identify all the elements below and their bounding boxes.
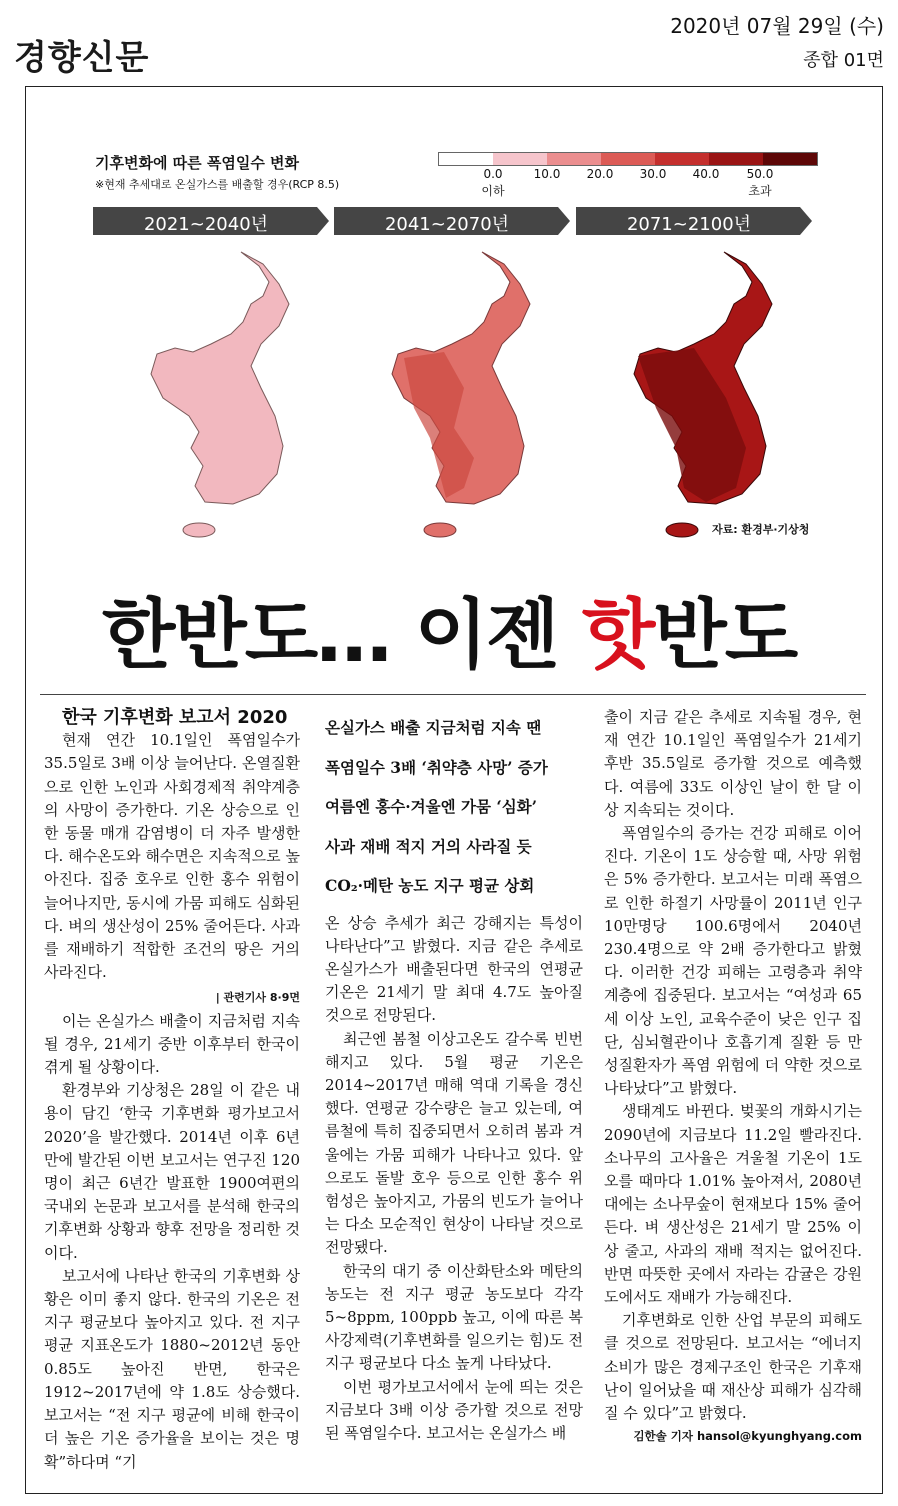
headline [0,574,898,683]
page-section: 종합 01면 [803,50,884,71]
color-legend [438,152,818,166]
headline-part2: 반도 [653,590,797,679]
legend-swatch [547,153,601,165]
paragraph: 환경부와 기상청은 28일 이 같은 내용이 담긴 ‘한국 기후변화 평가보고서 2020’을 발간했다. 2014년 이후 6년 만에 발간된 이번 보고서는 연구진 120명이 최근 6년간 발표한 1900여편의 국내외 논문과 보고서를 분석해 한국의 기후변화 상황과 향후 전망을 정리한 것이다. [44,1081,300,1262]
paragraph: 출이 지금 같은 추세로 지속될 경우, 현재 연간 10.1일인 폭염일수가 21세기 후반 35.5일로 증가할 것으로 예측했다. 여름에 33도 이상인 날이 한 달 이상 지속되는 것이다. [604,708,862,819]
subhead: 온실가스 배출 지금처럼 지속 땐 [325,718,542,737]
legend-swatch [439,153,493,165]
byline: 김한솔 기자 hansol@kyunghyang.com [633,1429,862,1444]
subhead: 사과 재배 적지 거의 사라질 듯 [325,836,532,856]
subhead: 여름엔 홍수·겨울엔 가뭄 ‘심화’ [325,797,538,816]
paragraph: 현재 연간 10.1일인 폭염일수가 35.5일로 3배 이상 늘어난다. 온열질환으로 인한 노인과 사회경제적 취약계층의 사망이 증가한다. 기온 상승으로 인한 동물 매개 감염병이 더 자주 발생한다. 해수온도와 해수면은 지속적으로 높아진다. 집중 호우로 인한 홍수 위험이 늘어나지만, 동시에 가뭄 피해도 심화된다. 벼의 생산성이 25% 줄어든다. 사과를 재배하기 적합한 조건의 땅은 거의 사라진다. [44,731,300,982]
korea-map-2071-2100 [576,248,812,548]
paragraph: 이번 평가보고서에서 눈에 띄는 것은 지금보다 3배 이상 증가할 것으로 전망된 폭염일수다. 보고서는 온실가스 배 [325,1377,583,1442]
legend-tick: 40.0 [692,167,720,181]
legend-swatch [709,153,763,165]
article-column-2 [325,706,583,1445]
masthead-logo: 경향신문 [14,38,150,78]
legend-tick: 20.0 [586,167,614,181]
headline-hot: 핫 [581,590,654,679]
related-articles: | 관련기사 8·9면 [215,991,300,1005]
subheads [325,708,583,906]
legend-swatch [763,153,817,165]
chart-source: 자료: 환경부·기상청 [712,523,810,536]
legend-sub-label: 이하 [481,184,505,198]
legend-tick: 0.0 [483,167,503,181]
subhead: 폭염일수 3배 ‘취약층 사망’ 증가 [325,757,548,777]
paragraph: 이는 온실가스 배출이 지금처럼 지속될 경우, 21세기 중반 이후부터 한국이 겪게 될 상황이다. [44,1011,300,1077]
korea-map-2021-2040 [93,248,329,548]
paragraph: 폭염일수의 증가는 건강 피해로 이어진다. 기온이 1도 상승할 때, 사망 위험은 5% 증가한다. 보고서는 미래 폭염으로 인한 하절기 사망률이 2011년 인구 10만명당 100.6명에서 2040년 230.4명으로 약 2배 증가한다고 밝혔다. 이러한 건강 피해는 고령층과 취약계층에 집중된다. 보고서는 “여성과 65세 이상 노인, 교육수준이 낮은 인구 집단, 심뇌혈관이나 호흡기계 질환 등 만성질환자가 폭염 위험에 더 약한 것으로 나타났다”고 밝혔다. [604,824,862,1098]
paragraph: 온 상승 추세가 최근 강해지는 특성이 나타난다”고 밝혔다. 지금 같은 추세로 온실가스가 배출된다면 한국의 연평균 기온은 21세기 말 최대 4.7도 높아질 것으로 전망된다. [325,913,583,1025]
legend-tick: 50.0 [746,167,774,181]
paragraph: 최근엔 봄철 이상고온도 갈수록 빈번해지고 있다. 5월 평균 기온은 2014~2017년 매해 역대 기록을 경신했다. 연평균 강수량은 늘고 있는데, 여름철에 특히 집중되면서 오히려 봄과 겨울에는 가뭄 피해가 나타나고 있다. 앞으로도 돌발 호우 등으로 인한 홍수 위험성은 높아지고, 가뭄의 빈도가 늘어나는 다소 모순적인 현상이 나타날 것으로 전망됐다. [325,1029,583,1257]
kicker: 한국 기후변화 보고서 2020 [62,707,288,728]
legend-swatch [493,153,547,165]
subhead: CO₂·메탄 농도 지구 평균 상회 [325,876,535,895]
divider [40,694,866,695]
legend-swatch [601,153,655,165]
legend-sub-label: 초과 [748,184,772,198]
issue-date: 2020년 07월 29일 (수) [670,14,884,38]
paragraph: 보고서에 나타난 한국의 기후변화 상황은 이미 좋지 않다. 한국의 기온은 전 지구 평균보다 높아지고 있다. 전 지구 평균 지표온도가 1880~2012년 동안 0.85도 높아진 반면, 한국은 1912~2017년에 약 1.8도 상승했다. 보고서는 “전 지구 평균에 비해 한국이 더 높은 기온 증가율을 보이는 것은 명확”하다며 “기 [44,1266,300,1471]
legend-swatch [655,153,709,165]
period-label: 2041~2070년 [384,214,510,235]
legend-tick: 30.0 [639,167,667,181]
legend-tick: 10.0 [533,167,561,181]
korea-map-2041-2070 [334,248,570,548]
paragraph: 기후변화로 인한 산업 부문의 피해도 클 것으로 전망된다. 보고서는 “에너지 소비가 많은 경제구조인 한국은 기후재난이 일어났을 때 재산상 피해가 심각해질 수 있다”고 밝혔다. [604,1311,862,1423]
chart-title: 기후변화에 따른 폭염일수 변화 [95,154,300,172]
paragraph: 생태계도 바뀐다. 벚꽃의 개화시기는 2090년에 지금보다 11.2일 빨라진다. 소나무의 고사율은 겨울철 기온이 1도 오를 때마다 1.01% 높아져서, 2080년대에는 소나무숲이 현재보다 15% 줄어든다. 벼 생산성은 21세기 말 25% 이상 줄고, 사과의 재배 적지는 없어진다. 반면 따뜻한 곳에서 자라는 감귤은 강원도에서도 재배가 가능해진다. [604,1102,862,1307]
chart-note: ※현재 추세대로 온실가스를 배출할 경우(RCP 8.5) [95,178,340,191]
headline-part1: 한반도… 이젠 [101,590,582,679]
period-label: 2021~2040년 [143,214,269,235]
paragraph: 한국의 대기 중 이산화탄소와 메탄의 농도는 전 지구 평균 농도보다 각각 5~8ppm, 100ppb 높고, 이에 따른 복사강제력(기후변화를 일으키는 힘)도 전 지구 평균보다 다소 높게 나타났다. [325,1261,583,1373]
article-column-3 [604,706,862,1449]
article-column-1 [44,706,300,1474]
period-label: 2071~2100년 [626,214,752,235]
